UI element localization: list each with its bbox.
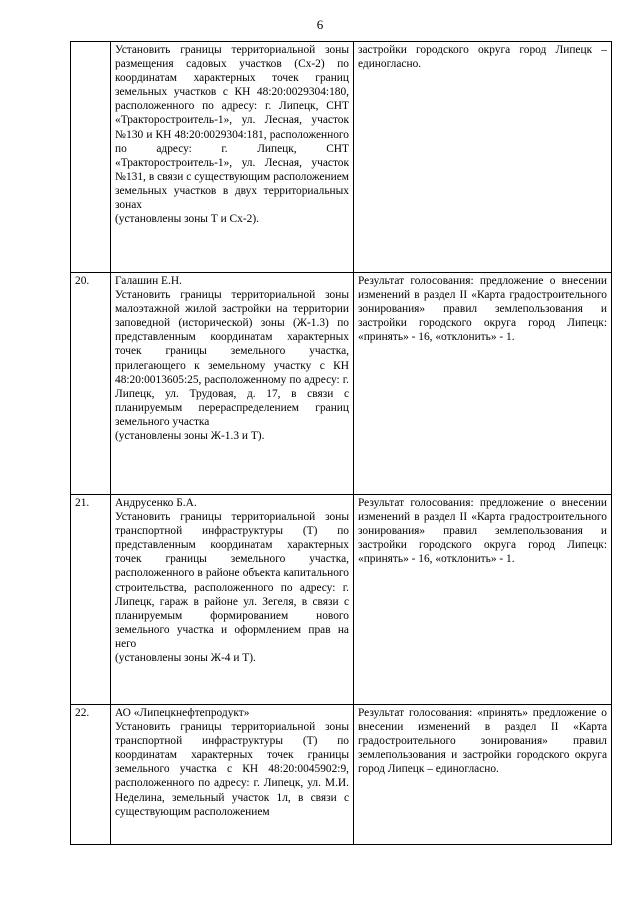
- result-text: Результат голосования: предложение о внесении изменений в раздел II «Карта градостроительного зонирования» правил землепользования и застройки городского округа город Липецк: «принять» - 16, «отклонить» - 1.: [358, 275, 607, 344]
- zones-note: (установлены зоны Ж-4 и Т).: [115, 652, 256, 665]
- proposal-cell: [111, 495, 354, 705]
- row-number: 21.: [71, 495, 111, 705]
- hearing-results-table: [70, 41, 612, 845]
- result-cell: [354, 705, 612, 845]
- table-row: [71, 42, 612, 273]
- applicant-name: Галашин Е.Н.: [115, 275, 182, 287]
- result-cell: [354, 495, 612, 705]
- proposal-text: Установить границы территориальной зоны транспортной инфраструктуры (Т) по координатам характерных точек границы земельного участка с КН 48:20:0045902:9, расположенного по адресу: г. Липецк, ул. М.И. Неделина, земельный участок 1л, в связи с существующим расположением: [115, 721, 349, 818]
- zones-note: (установлены зоны Т и Сх-2).: [115, 213, 259, 226]
- proposal-cell: [111, 273, 354, 495]
- proposal-text: Установить границы территориальной зоны транспортной инфраструктуры (Т) по представленным координатам характерных точек границы земельного участка, расположенного в районе объекта капитального строительства, расположенного по адресу: г. Липецк, гараж в районе ул. Зегеля, в связи с планируемым формированием нового земельного участка и оформлением прав на него: [115, 511, 349, 650]
- row-number: 20.: [71, 273, 111, 495]
- result-cell: [354, 273, 612, 495]
- table-row: [71, 495, 612, 705]
- proposal-text: Установить границы территориальной зоны размещения садовых участков (Сх-2) по координатам характерных точек границ земельных участков с КН 48:20:0029304:180, расположенного по адресу: г. Липецк, СНТ «Тракторостроитель-1», ул. Лесная, участок №130 и КН 48:20:0029304:181, расположенного по адресу: г. Липецк, СНТ «Тракторостроитель-1», ул. Лесная, участок №131, в связи с существующим расположением земельных участков в двух территориальных зонах: [115, 44, 349, 212]
- table-row: [71, 705, 612, 845]
- result-text: Результат голосования: «принять» предложение о внесении изменений в раздел II «Карта градостроительного зонирования» правил землепользования и застройки городского округа город Липецк – единогласно.: [358, 707, 607, 776]
- zones-note: (установлены зоны Ж-1.3 и Т).: [115, 430, 265, 443]
- row-number: 22.: [71, 705, 111, 845]
- applicant-name: АО «Липецкнефтепродукт»: [115, 707, 250, 719]
- row-number: [71, 42, 111, 273]
- table-row: [71, 273, 612, 495]
- page-number: 6: [316, 17, 324, 32]
- proposal-cell: [111, 705, 354, 845]
- result-cell: [354, 42, 612, 273]
- proposal-cell: [111, 42, 354, 273]
- result-text: застройки городского округа город Липецк – единогласно.: [358, 44, 607, 71]
- proposal-text: Установить границы территориальной зоны малоэтажной жилой застройки на территории заповедной (исторической) зоны (Ж-1.3) по представленным координатам характерных точек границы земельного участка, прилегающего к земельному участку с КН 48:20:0013605:25, расположенному по адресу: г. Липецк, ул. Трудовая, д. 17, в связи с планируемым перераспределением границ земельного участка: [115, 289, 349, 428]
- applicant-name: Андрусенко Б.А.: [115, 497, 197, 509]
- result-text: Результат голосования: предложение о внесении изменений в раздел II «Карта градостроительного зонирования» правил землепользования и застройки городского округа город Липецк: «принять» - 16, «отклонить» - 1.: [358, 497, 607, 566]
